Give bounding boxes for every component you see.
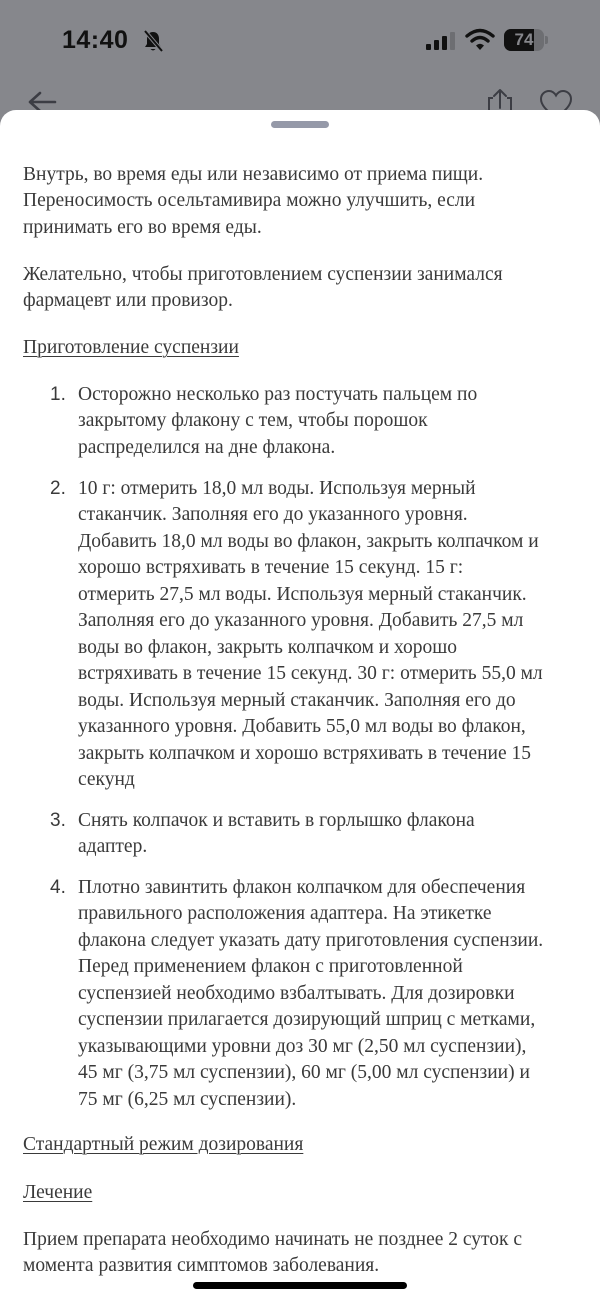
text-line: принимать его во время еды. — [23, 217, 262, 238]
home-indicator[interactable] — [193, 1282, 407, 1289]
text-line: Заполняя его до указанного уровня. Добавить 27,5 мл — [78, 610, 524, 631]
text-line: адаптер. — [78, 836, 148, 857]
heading-treatment[interactable]: Лечение — [23, 1182, 93, 1203]
heading-standard-dosing[interactable]: Стандартный режим дозирования — [23, 1134, 304, 1155]
text-line: воды во флакон, закрыть колпачком и хорошо — [78, 637, 458, 658]
text-line: момента развития симптомов заболевания. — [23, 1255, 380, 1276]
sheet-drag-handle[interactable] — [271, 121, 329, 128]
list-number: 2. — [50, 478, 66, 499]
text-line: Добавить 18,0 мл воды во флакон, закрыть колпачком и — [78, 531, 539, 552]
bell-slash-icon — [142, 29, 164, 53]
text-line: Переносимость осельтамивира можно улучшить, если — [23, 190, 476, 211]
text-line: Желательно, чтобы приготовлением суспензии занимался — [23, 264, 503, 285]
wifi-icon — [465, 28, 495, 52]
text-line: 45 мг (3,75 мл суспензии), 60 мг (5,00 мл суспензии) и — [78, 1062, 530, 1083]
battery-percent: 74 — [514, 30, 534, 49]
text-line: распределился на дне флакона. — [78, 437, 336, 458]
text-line: суспензией необходимо взбалтывать. Для дозировки — [78, 983, 515, 1004]
bottom-sheet — [0, 110, 600, 1300]
text-line: закрытому флакону с тем, чтобы порошок — [78, 410, 428, 431]
battery-icon — [504, 29, 548, 51]
text-line: Осторожно несколько раз постучать пальцем по — [78, 384, 478, 405]
text-line: хорошо встряхивать в течение 15 секунд. 15 г: — [78, 557, 464, 578]
nav-bar — [0, 80, 600, 110]
text-line: Прием препарата необходимо начинать не позднее 2 суток с — [23, 1229, 523, 1250]
text-line: 75 мг (6,25 мл суспензии). — [78, 1089, 297, 1110]
list-number: 4. — [50, 877, 66, 898]
text-line: Снять колпачок и вставить в горлышко флакона — [78, 810, 475, 831]
status-time: 14:40 — [62, 26, 129, 54]
text-line: стаканчик. Заполняя его до указанного уровня. — [78, 504, 468, 525]
text-line: правильного расположения адаптера. На этикетке — [78, 903, 492, 924]
text-line: фармацевт или провизор. — [23, 290, 233, 311]
text-line: указывающими уровни доз 30 мг (2,50 мл суспензии), — [78, 1036, 527, 1057]
text-line: отмерить 27,5 мл воды. Используя мерный стаканчик. — [78, 584, 527, 605]
cellular-signal-icon — [426, 31, 460, 51]
status-bar — [0, 0, 600, 80]
list-number: 3. — [50, 810, 66, 831]
text-line: флакона следует указать дату приготовления суспензии. — [78, 930, 544, 951]
text-line: воды. Используя мерный стаканчик. Заполняя его до — [78, 690, 516, 711]
text-line: Плотно завинтить флакон колпачком для обеспечения — [78, 877, 526, 898]
heading-preparation[interactable]: Приготовление суспензии — [23, 337, 239, 358]
text-line: встряхивать в течение 15 секунд. 30 г: отмерить 55,0 мл — [78, 663, 543, 684]
text-line: 10 г: отмерить 18,0 мл воды. Используя мерный — [78, 478, 476, 499]
text-line: секунд — [78, 769, 135, 790]
text-line: Внутрь, во время еды или независимо от приема пищи. — [23, 164, 484, 185]
list-number: 1. — [50, 384, 66, 405]
text-line: указанного уровня. Добавить 55,0 мл воды во флакон, — [78, 716, 526, 737]
text-line: закрыть колпачком и хорошо встряхивать в течение 15 — [78, 743, 532, 764]
text-line: суспензии прилагается дозирующий шприц с метками, — [78, 1009, 536, 1030]
text-line: Перед применением флакон с приготовленной — [78, 956, 463, 977]
